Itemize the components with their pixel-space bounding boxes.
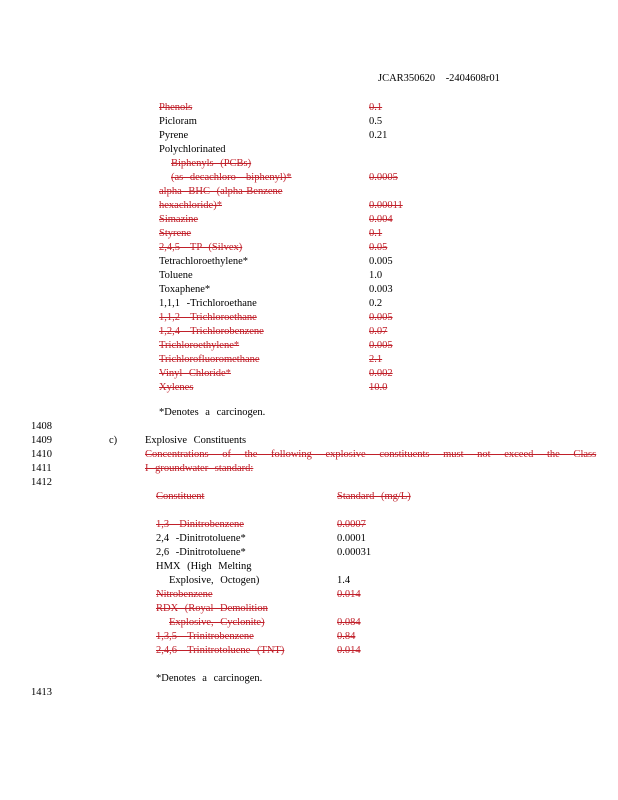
column-header-standard: Standard (mg/L) <box>337 491 411 502</box>
line-number: 1408 <box>31 421 52 432</box>
table-row-value: 0.05 <box>369 242 388 253</box>
table-row-value: 0.005 <box>369 312 393 323</box>
table-row-name: 2,6 -Dinitrotoluene* <box>156 547 246 558</box>
table-row-value: 1.0 <box>369 270 383 281</box>
table-row-value: 1.4 <box>337 575 351 586</box>
table-row-name: Toxaphene* <box>159 284 211 295</box>
table-row-name: alpha BHC (alpha-Benzene <box>159 186 283 197</box>
table-row-name: HMX (High Melting <box>156 561 252 572</box>
table-row-name: Simazine <box>159 214 199 225</box>
table-row-value: 0.004 <box>369 214 393 225</box>
table-row-name: 1,2,4 -Trichlorobenzene <box>159 326 264 337</box>
table-row-name: Phenols <box>159 102 193 113</box>
table-row-value: 0.2 <box>369 298 383 309</box>
table-row-value: 0.5 <box>369 116 383 127</box>
table-row-name: 2,4,5- TP (Silvex) <box>159 242 243 253</box>
table-row-value: 0.005 <box>369 340 393 351</box>
table-row-value: 0.084 <box>337 617 361 628</box>
table-row-name: Tetrachloroethylene* <box>159 256 249 267</box>
table-row-value: 0.21 <box>369 130 388 141</box>
table-row-value: 0.005 <box>369 256 393 267</box>
table-row-value: 0.014 <box>337 645 361 656</box>
table-row-name: Explosive, Cyclonite) <box>169 617 265 628</box>
table-row-name: 1,1,2 -Trichloroethane <box>159 312 257 323</box>
line-number: 1410 <box>31 449 52 460</box>
table-row-value: 0.00031 <box>337 547 372 558</box>
section-text-line1: Concentrations of the following explosive constituents must not exceed the Class <box>145 449 597 460</box>
section-title: Explosive Constituents <box>145 435 247 446</box>
table-row-name: hexachloride)* <box>159 200 222 211</box>
line-number: 1413 <box>31 687 52 698</box>
table-row-name: Explosive, Octogen) <box>169 575 260 586</box>
doc-id-text: JCAR350620 <box>378 73 436 84</box>
table-row-value: 0.0007 <box>337 519 366 530</box>
table-row-name: Vinyl Chloride* <box>159 368 231 379</box>
table-row-value: 0.003 <box>369 284 393 295</box>
table-row-value: 0.07 <box>369 326 388 337</box>
table-row-name: Polychlorinated <box>159 144 226 155</box>
table-row-name: 1,3 -Dinitrobenzene <box>156 519 244 530</box>
table-row-name: (as decachloro- biphenyl)* <box>171 172 292 183</box>
table-row-name: Nitrobenzene <box>156 589 213 600</box>
line-number: 1411 <box>31 463 52 474</box>
carcinogen-note-explosives: *Denotes a carcinogen. <box>156 673 263 684</box>
table-row-value: 0.1 <box>369 102 383 113</box>
table-row-value: 2.1 <box>369 354 383 365</box>
doc-rev-text: -2404608r01 <box>445 73 500 84</box>
document-id <box>378 72 500 85</box>
table-row-name: 2,4,6 -Trinitrotoluene (TNT) <box>156 645 285 656</box>
table-row-value: 0.1 <box>369 228 383 239</box>
table-row-name: Trichlorofluoromethane <box>159 354 260 365</box>
section-text-line2: I groundwater standard: <box>145 463 254 474</box>
table-row-name: Styrene <box>159 228 192 239</box>
table-row-value: 0.0001 <box>337 533 366 544</box>
section-label: c) <box>109 435 118 446</box>
table-row-name: 1,3,5 -Trinitrobenzene <box>156 631 254 642</box>
table-row-name: 2,4 -Dinitrotoluene* <box>156 533 246 544</box>
table-row-value: 0.84 <box>337 631 356 642</box>
table-row-name: Picloram <box>159 116 197 127</box>
table-row-name: RDX (Royal Demolition <box>156 603 268 614</box>
table-row-value: 0.002 <box>369 368 393 379</box>
line-number: 1412 <box>31 477 52 488</box>
table-row-name: Pyrene <box>159 130 189 141</box>
table-row-value: 0.0005 <box>369 172 398 183</box>
line-number: 1409 <box>31 435 52 446</box>
table-row-name: 1,1,1 -Trichloroethane <box>159 298 257 309</box>
table-row-name: Toluene <box>159 270 193 281</box>
table-row-value: 0.00011 <box>369 200 403 211</box>
carcinogen-note: *Denotes a carcinogen. <box>159 407 266 418</box>
table-row-name: Biphenyls (PCBs) <box>171 158 252 169</box>
table-row-value: 10.0 <box>369 382 388 393</box>
table-row-value: 0.014 <box>337 589 361 600</box>
column-header-constituent: Constituent <box>156 491 205 502</box>
table-row-name: Xylenes <box>159 382 194 393</box>
table-row-name: Trichloroethylene* <box>159 340 240 351</box>
